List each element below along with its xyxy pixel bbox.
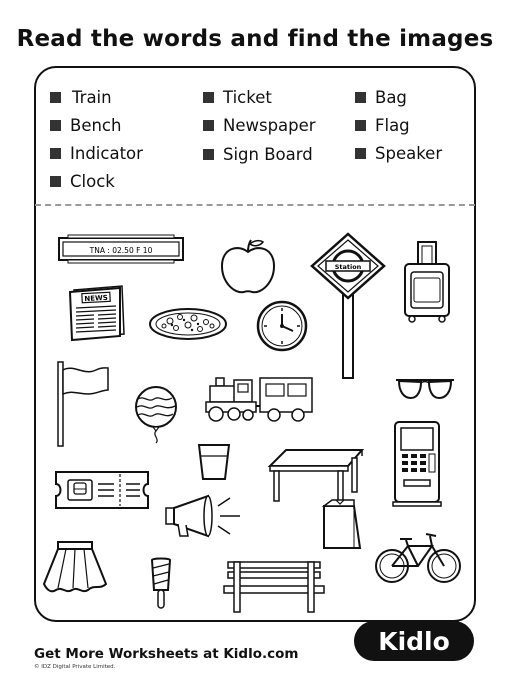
- pizza-picture: [148, 306, 228, 342]
- balloon-picture: [132, 385, 182, 445]
- bullet-square: [203, 120, 214, 131]
- indicator-board-picture: [58, 234, 184, 264]
- clock-picture: [256, 300, 308, 352]
- word-label: Indicator: [70, 144, 143, 163]
- glass-picture: [196, 442, 232, 482]
- train-ticket-picture: [54, 470, 150, 510]
- word-newspaper: [203, 116, 316, 135]
- indicator-text: TNA : 02.50 F 10: [89, 246, 153, 255]
- word-label: Flag: [375, 116, 410, 135]
- trolley-bag-picture: [402, 240, 452, 324]
- skirt-picture: [40, 540, 110, 596]
- word-label: Ticket: [223, 88, 272, 107]
- word-bag: [355, 88, 407, 107]
- sunglasses-picture: [394, 374, 456, 402]
- bicycle-picture: [374, 528, 462, 586]
- word-label: Bench: [70, 116, 122, 135]
- copyright-text: © IDZ Digital Private Limited.: [34, 664, 116, 670]
- bullet-square: [50, 176, 61, 187]
- train-picture: [204, 376, 316, 424]
- signboard-text: Station: [334, 263, 362, 271]
- bullet-square: [50, 92, 61, 103]
- word-clock: [50, 172, 115, 191]
- flag-picture: [56, 360, 112, 448]
- dashed-divider: [35, 204, 475, 206]
- word-indicator: [50, 144, 143, 163]
- bench-picture: [222, 560, 326, 614]
- bullet-square: [355, 148, 366, 159]
- word-label: Sign Board: [223, 145, 313, 164]
- kidlo-logo: Kidlo: [354, 621, 474, 661]
- bullet-square: [203, 92, 214, 103]
- bullet-square: [50, 148, 61, 159]
- station-sign-board-picture: [310, 232, 386, 380]
- bullet-square: [355, 92, 366, 103]
- word-label: Bag: [375, 88, 407, 107]
- table-picture: [266, 448, 366, 504]
- word-label: Train: [72, 88, 112, 107]
- newspaper-text: NEWS: [84, 293, 108, 304]
- word-speaker: [355, 144, 442, 163]
- page-title: Read the words and find the images: [16, 26, 494, 52]
- newspaper-picture: [66, 284, 128, 342]
- ticket-machine-picture: [392, 420, 442, 508]
- megaphone-picture: [164, 494, 244, 542]
- bullet-square: [355, 120, 366, 131]
- word-sign-board: [203, 145, 313, 164]
- word-flag: [355, 116, 410, 135]
- word-ticket: [203, 88, 272, 107]
- footer-text: Get More Worksheets at Kidlo.com: [34, 646, 299, 662]
- apple-picture: [218, 238, 278, 296]
- paper-bag-picture: [322, 498, 362, 552]
- word-label: Clock: [70, 172, 115, 191]
- word-train: [50, 88, 112, 107]
- word-label: Newspaper: [223, 116, 316, 135]
- bullet-square: [50, 120, 61, 131]
- word-bench: [50, 116, 121, 135]
- ice-cream-picture: [146, 556, 176, 612]
- word-label: Speaker: [375, 144, 443, 163]
- bullet-square: [203, 149, 214, 160]
